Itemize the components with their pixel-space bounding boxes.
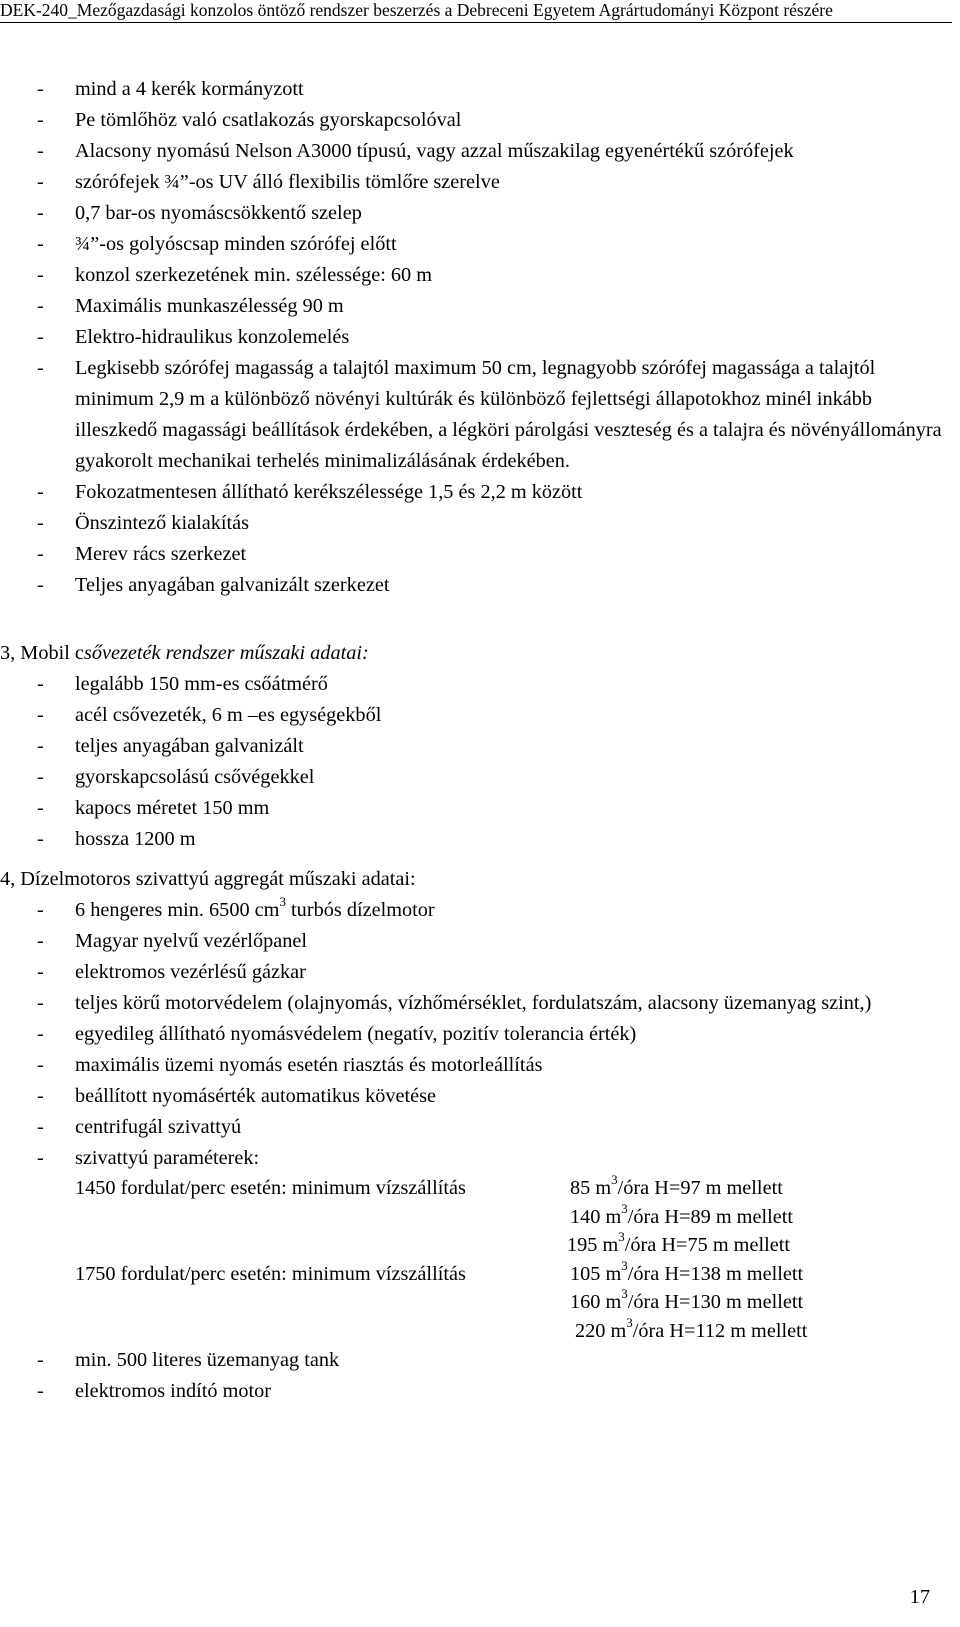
spec-list-pipe (0, 669, 952, 855)
dash-marker: - (37, 295, 44, 317)
list-item (0, 105, 952, 136)
flow-value: 105 $m^3$/óra H=138 m mellett (570, 1257, 804, 1285)
spec-list-tank (0, 1345, 952, 1407)
list-item-text: teljes anyagában galvanizált (75, 735, 304, 757)
list-item-text: mind a 4 kerék kormányzott (75, 78, 304, 100)
dash-marker: - (37, 704, 44, 726)
document-body (0, 74, 952, 1407)
dash-marker: - (37, 1054, 44, 1076)
dash-marker: - (37, 264, 44, 286)
list-item (0, 291, 952, 322)
list-item-text: maximális üzemi nyomás esetén riasztás és motorleállítás (75, 1054, 543, 1076)
rpm-label: 1750 fordulat/perc esetén: minimum vízszállítás (75, 1262, 466, 1285)
flow-value: 160 $m^3$/óra H=130 m mellett (570, 1286, 804, 1313)
pump-parameter-row (0, 1174, 952, 1203)
list-item (0, 477, 952, 508)
dash-marker: - (37, 202, 44, 224)
spec-list-console (0, 74, 952, 601)
pump-parameter-row (0, 1231, 952, 1260)
dash-marker: - (37, 543, 44, 565)
dash-marker: - (37, 735, 44, 757)
pump-parameter-row (0, 1200, 952, 1232)
list-item-text: egyedileg állítható nyomásvédelem (negatív, pozitív tolerancia érték) (75, 1023, 637, 1045)
list-item (0, 136, 952, 167)
list-item-text: Magyar nyelvű vezérlőpanel (75, 930, 308, 952)
dash-marker: - (37, 574, 44, 596)
dash-marker: - (37, 326, 44, 348)
list-item (0, 669, 952, 700)
dash-marker: - (37, 961, 44, 983)
rpm-label: 1450 fordulat/perc esetén: minimum vízszállítás (75, 1177, 466, 1199)
dash-marker: - (37, 1116, 44, 1138)
dash-marker: - (37, 1023, 44, 1045)
pump-parameters-table (0, 1174, 952, 1345)
list-item-text: Önszintező kialakítás (75, 512, 250, 534)
flow-value: 85 $m^3$/óra H=97 m mellett (570, 1172, 783, 1199)
list-item (0, 1019, 952, 1050)
page-header (0, 0, 952, 23)
list-item-text: beállított nyomásérték automatikus követése (75, 1085, 437, 1107)
dash-marker: - (37, 899, 44, 921)
list-item-text: gyorskapcsolású csővégekkel (75, 766, 315, 788)
list-item-text: Legkisebb szórófej magasság a talajtól maximum 50 cm, legnagyobb szórófej magassága a talajtól minimum 2,9 m a különböző növényi kultúrák és különböző fejlettségi állapotokhoz minél inkább illeszkedő magassági beállítások érdekében, a légköri párolgási veszteség és a talajra és növényállományra gyakorolt mechanikai terhelés minimalizálásának érdekében. (75, 357, 942, 472)
list-item (0, 824, 952, 855)
list-item (0, 700, 952, 731)
dash-marker: - (37, 357, 44, 379)
list-item-text: szórófejek ¾”-os UV álló flexibilis tömlőre szerelve (75, 171, 500, 193)
spec-list-pump (0, 895, 952, 1174)
flow-value: 220 $m^3$/óra H=112 m mellett (575, 1314, 808, 1342)
pump-parameter-row (0, 1314, 952, 1346)
list-item (0, 926, 952, 957)
list-item (0, 1112, 952, 1143)
list-item-text: elektromos vezérlésű gázkar (75, 961, 306, 983)
list-item (0, 957, 952, 988)
list-item (0, 988, 952, 1019)
list-item-text: Merev rács szerkezet (75, 543, 247, 565)
list-item-text: legalább 150 mm-es csőátmérő (75, 673, 328, 695)
list-item (0, 322, 952, 353)
list-item (0, 198, 952, 229)
list-item (0, 508, 952, 539)
list-item (0, 229, 952, 260)
list-item (0, 731, 952, 762)
dash-marker: - (37, 828, 44, 850)
list-item (0, 1143, 952, 1174)
dash-marker: - (37, 1085, 44, 1107)
dash-marker: - (37, 992, 44, 1014)
page-number: 17 (909, 1586, 930, 1608)
dash-marker: - (37, 766, 44, 788)
dash-marker: - (37, 1380, 44, 1402)
list-item-text: centrifugál szivattyú (75, 1116, 242, 1138)
list-item-text: elektromos indító motor (75, 1380, 272, 1402)
header-title: DEK-240_Mezőgazdasági konzolos öntöző rendszer beszerzés a Debreceni Egyetem Agrártudományi Központ részére (0, 0, 833, 20)
list-item-text: 0,7 bar-os nyomáscsökkentő szelep (75, 202, 362, 224)
list-item-text: konzol szerkezetének min. szélessége: 60 m (75, 264, 433, 286)
list-item: - 6 hengeres min. 6500 $cm^3$ turbós dízelmotor (0, 895, 952, 926)
pump-parameter-row (0, 1257, 952, 1289)
list-item-text: ¾”-os golyóscsap minden szórófej előtt (75, 233, 397, 255)
list-item-text: Pe tömlőhöz való csatlakozás gyorskapcsolóval (75, 109, 462, 131)
flow-value: 140 $m^3$/óra H=89 m mellett (570, 1200, 793, 1228)
list-item (0, 1081, 952, 1112)
pump-parameter-row (0, 1288, 952, 1317)
list-item-text: Teljes anyagában galvanizált szerkezet (75, 574, 390, 596)
dash-marker: - (37, 78, 44, 100)
dash-marker: - (37, 1349, 44, 1371)
list-item (0, 1050, 952, 1081)
list-item-text: Alacsony nyomású Nelson A3000 típusú, vagy azzal műszakilag egyenértékű szórófejek (75, 140, 794, 162)
section-4-title: 4, Dízelmotoros szivattyú aggregát műszaki adatai: (0, 868, 416, 890)
dash-marker: - (37, 1147, 44, 1169)
list-item (0, 1345, 952, 1376)
list-item (0, 539, 952, 570)
dash-marker: - (37, 109, 44, 131)
list-item-text: acél csővezeték, 6 m –es egységekből (75, 704, 382, 726)
dash-marker: - (37, 673, 44, 695)
flow-value: 195 $m^3$/óra H=75 m mellett (567, 1229, 790, 1256)
dash-marker: - (37, 233, 44, 255)
list-item-text: min. 500 literes üzemanyag tank (75, 1349, 340, 1371)
section-3-title: 3, Mobil csővezeték rendszer műszaki adatai: (0, 642, 369, 664)
list-item-text: kapocs méretet 150 mm (75, 797, 270, 819)
dash-marker: - (37, 171, 44, 193)
list-item-text: Maximális munkaszélesség 90 m (75, 295, 344, 317)
list-item (0, 167, 952, 198)
dash-marker: - (37, 140, 44, 162)
list-item-text: hossza 1200 m (75, 828, 196, 850)
dash-marker: - (37, 797, 44, 819)
list-item-text: Fokozatmentesen állítható kerékszélessége 1,5 és 2,2 m között (75, 481, 583, 503)
list-item-text: teljes körű motorvédelem (olajnyomás, vízhőmérséklet, fordulatszám, alacsony üzemanyag szint,) (75, 992, 872, 1014)
list-item (0, 1376, 952, 1407)
list-item-text: Elektro-hidraulikus konzolemelés (75, 326, 350, 348)
list-item-text: szivattyú paraméterek: (75, 1147, 260, 1169)
list-item (0, 260, 952, 291)
list-item (0, 74, 952, 105)
dash-marker: - (37, 512, 44, 534)
list-item (0, 762, 952, 793)
list-item (0, 793, 952, 824)
list-item (0, 570, 952, 601)
dash-marker: - (37, 481, 44, 503)
list-item (0, 353, 952, 477)
dash-marker: - (37, 930, 44, 952)
